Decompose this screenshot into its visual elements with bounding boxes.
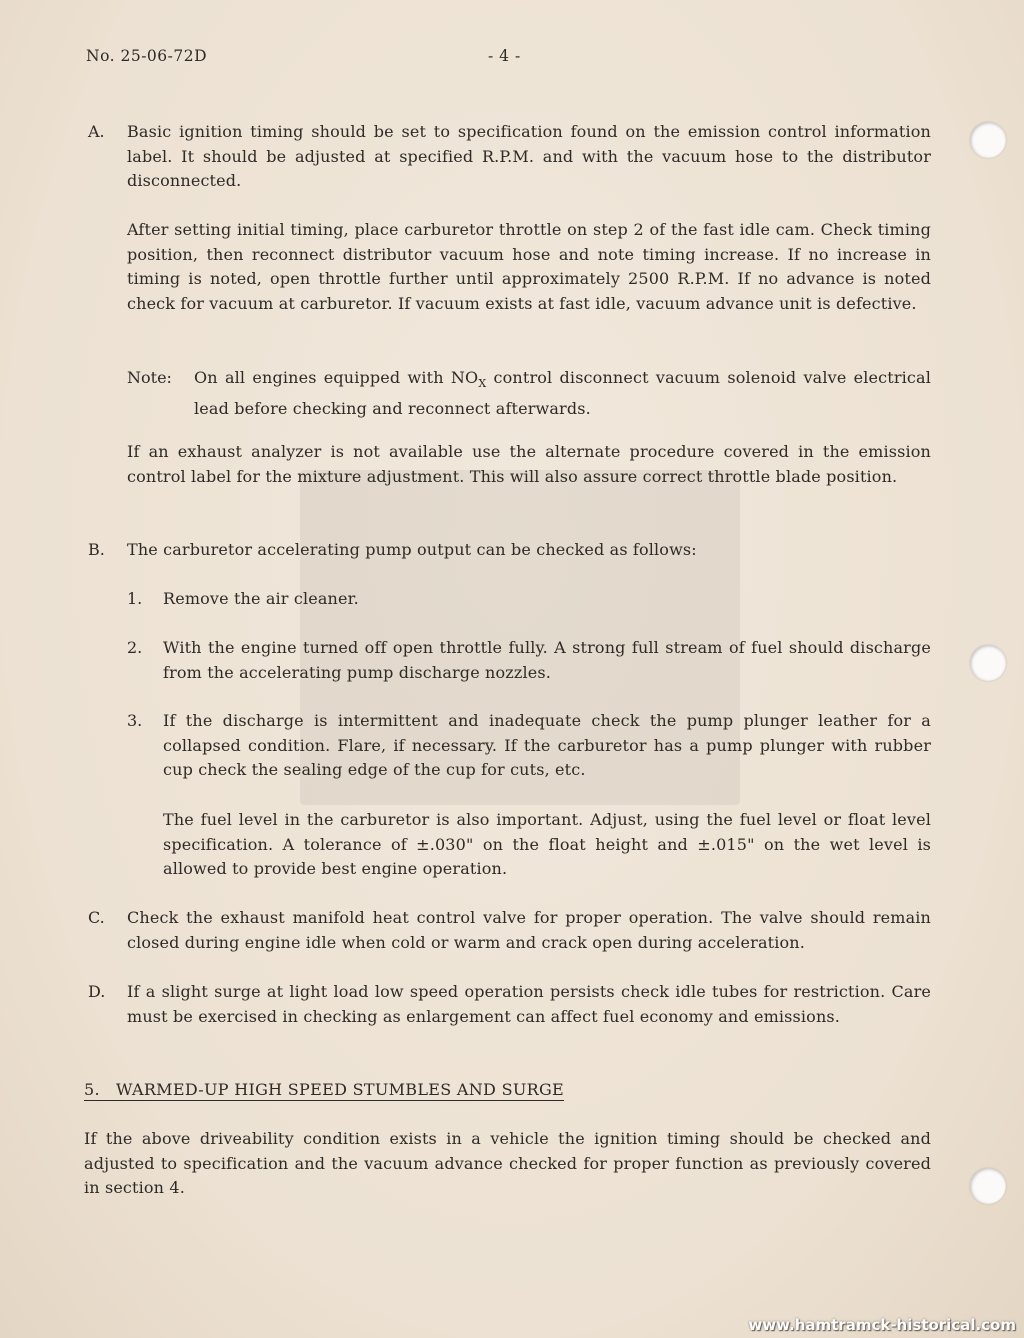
step-number: 1.: [127, 589, 143, 608]
step-number: 2.: [127, 638, 143, 657]
binder-hole-bottom: [970, 1168, 1006, 1204]
item-a-paragraph-2: After setting initial timing, place carburetor throttle on step 2 of the fast idle cam. Check timing position, then reconnect distributor vacuum hose and note timing increase. If no increase in timing is noted, open throttle further until approximately 2500 R.P.M. If no advance is noted check for vacuum at carburetor. If vacuum exists at fast idle, vacuum advance unit is defective.: [127, 220, 931, 313]
binder-hole-middle: [970, 645, 1006, 681]
item-b-intro: The carburetor accelerating pump output can be checked as follows:: [127, 540, 697, 559]
item-label-b: B.: [88, 540, 105, 559]
document-number: No. 25-06-72D: [86, 47, 208, 65]
item-a-paragraph-1: Basic ignition timing should be set to specification found on the emission control information label. It should be adjusted at specified R.P.M. and with the vacuum hose to the distributor disconnected.: [127, 122, 931, 191]
item-label-d: D.: [88, 982, 106, 1001]
item-a-paragraph-3: If an exhaust analyzer is not available use the alternate procedure covered in the emission control label for the mixture adjustment. This will also assure correct throttle blade position.: [127, 442, 931, 486]
fuel-level-paragraph: The fuel level in the carburetor is also important. Adjust, using the fuel level or float level specification. A tolerance of ±.030" on the float height and ±.015" on the wet level is allowed to provide best engine operation.: [163, 810, 931, 879]
section-heading: 5. WARMED-UP HIGH SPEED STUMBLES AND SURGE: [84, 1080, 565, 1099]
note-text: On all engines equipped with $NO_X$ control disconnect vacuum solenoid valve electrical lead before checking and reconnect afterwards.: [194, 368, 931, 418]
page-number: - 4 -: [488, 47, 521, 65]
step-number: 3.: [127, 711, 143, 730]
watermark-text: www.hamtramck-historical.com: [748, 1316, 1016, 1334]
item-label-a: A.: [88, 122, 105, 141]
section-5-text: If the above driveability condition exists in a vehicle the ignition timing should be checked and adjusted to specification and the vacuum advance checked for proper function as previously covered in section 4.: [84, 1129, 931, 1198]
step-text: If the discharge is intermittent and inadequate check the pump plunger leather for a collapsed condition. Flare, if necessary. If the carburetor has a pump plunger with rubber cup check the sealing edge of the cup for cuts, etc.: [163, 711, 931, 780]
item-label-c: C.: [88, 908, 105, 927]
item-d-text: If a slight surge at light load low speed operation persists check idle tubes for restriction. Care must be exercised in checking as enlargement can affect fuel economy and emissions.: [127, 982, 931, 1026]
item-c-text: Check the exhaust manifold heat control valve for proper operation. The valve should remain closed during engine idle when cold or warm and crack open during acceleration.: [127, 908, 931, 952]
step-text: Remove the air cleaner.: [163, 589, 359, 608]
step-text: With the engine turned off open throttle fully. A strong full stream of fuel should discharge from the accelerating pump discharge nozzles.: [163, 638, 931, 682]
binder-hole-top: [970, 122, 1006, 158]
note-label: Note:: [127, 368, 172, 387]
